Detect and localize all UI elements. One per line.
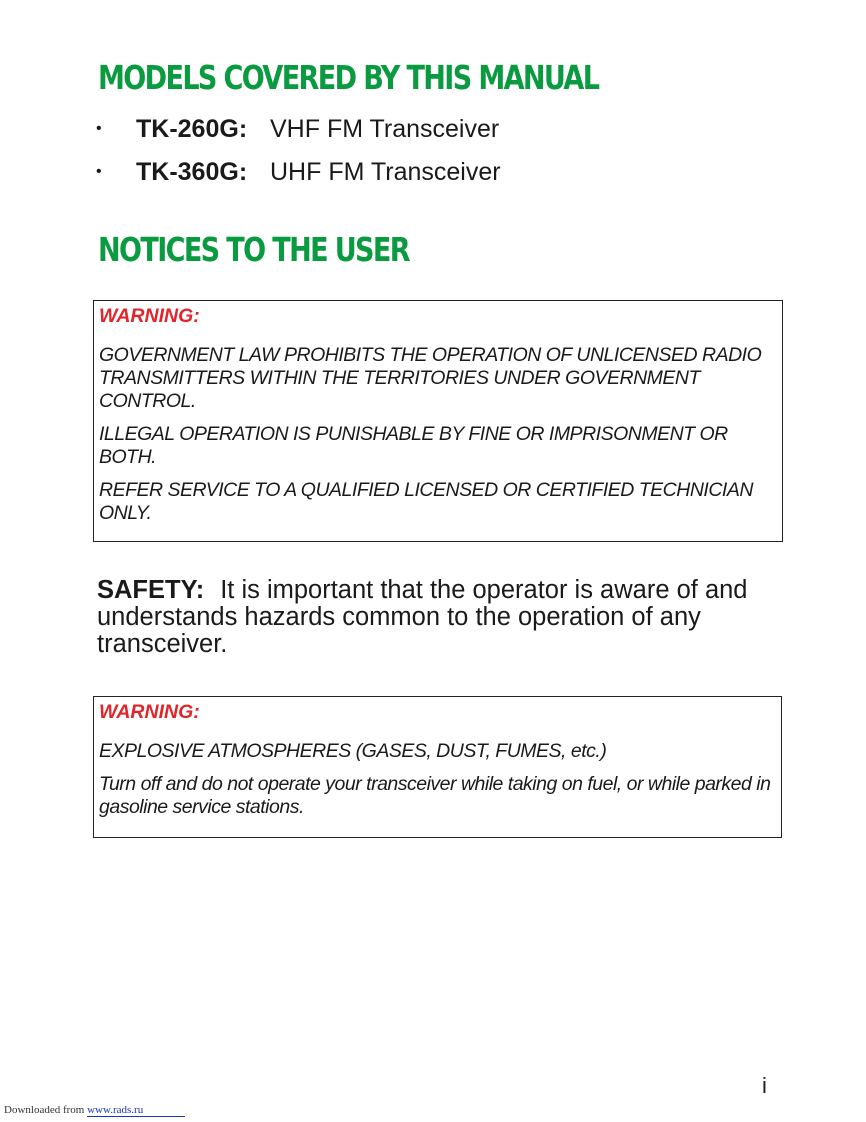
notices-heading: NOTICES TO THE USER [98,230,409,269]
warning-paragraph: Turn off and do not operate your transceiver while taking on fuel, or while parked in gasoline service stations. [99,773,771,818]
model-colon: : [238,158,248,186]
warning-box-explosive [93,696,782,838]
warning-box-regulatory [93,300,783,542]
warning-paragraph: EXPLOSIVE ATMOSPHERES (GASES, DUST, FUMES, etc.) [99,740,607,762]
safety-label: SAFETY: [97,576,205,604]
model-colon: : [238,115,248,143]
footer-link[interactable]: www.rads.ru [87,1104,185,1117]
bullet: • [96,120,102,137]
warning-paragraph: ILLEGAL OPERATION IS PUNISHABLE BY FINE OR IMPRISONMENT OR BOTH. [99,423,728,468]
warning-paragraph: GOVERNMENT LAW PROHIBITS THE OPERATION OF UNLICENSED RADIO TRANSMITTERS WITHIN THE TERRITORIES UNDER GOVERNMENT CONTROL. [99,344,762,412]
warning-paragraph: REFER SERVICE TO A QUALIFIED LICENSED OR CERTIFIED TECHNICIAN ONLY. [99,479,753,524]
download-footer [4,1104,185,1116]
safety-paragraph [97,577,787,658]
model-description: UHF FM Transceiver [270,158,501,186]
warning-label: WARNING: [99,701,200,723]
bullet: • [96,163,102,180]
warning-label: WARNING: [99,305,200,327]
model-code: TK-360G: [136,158,248,186]
safety-text: It is important that the operator is aware of and understands hazards common to the operation of any transceiver. [97,576,748,658]
footer-prefix: Downloaded from [4,1104,88,1116]
models-heading: MODELS COVERED BY THIS MANUAL [98,58,599,97]
page-number: i [762,1073,767,1098]
model-description: VHF FM Transceiver [270,115,500,143]
model-code: TK-260G: [136,115,248,143]
